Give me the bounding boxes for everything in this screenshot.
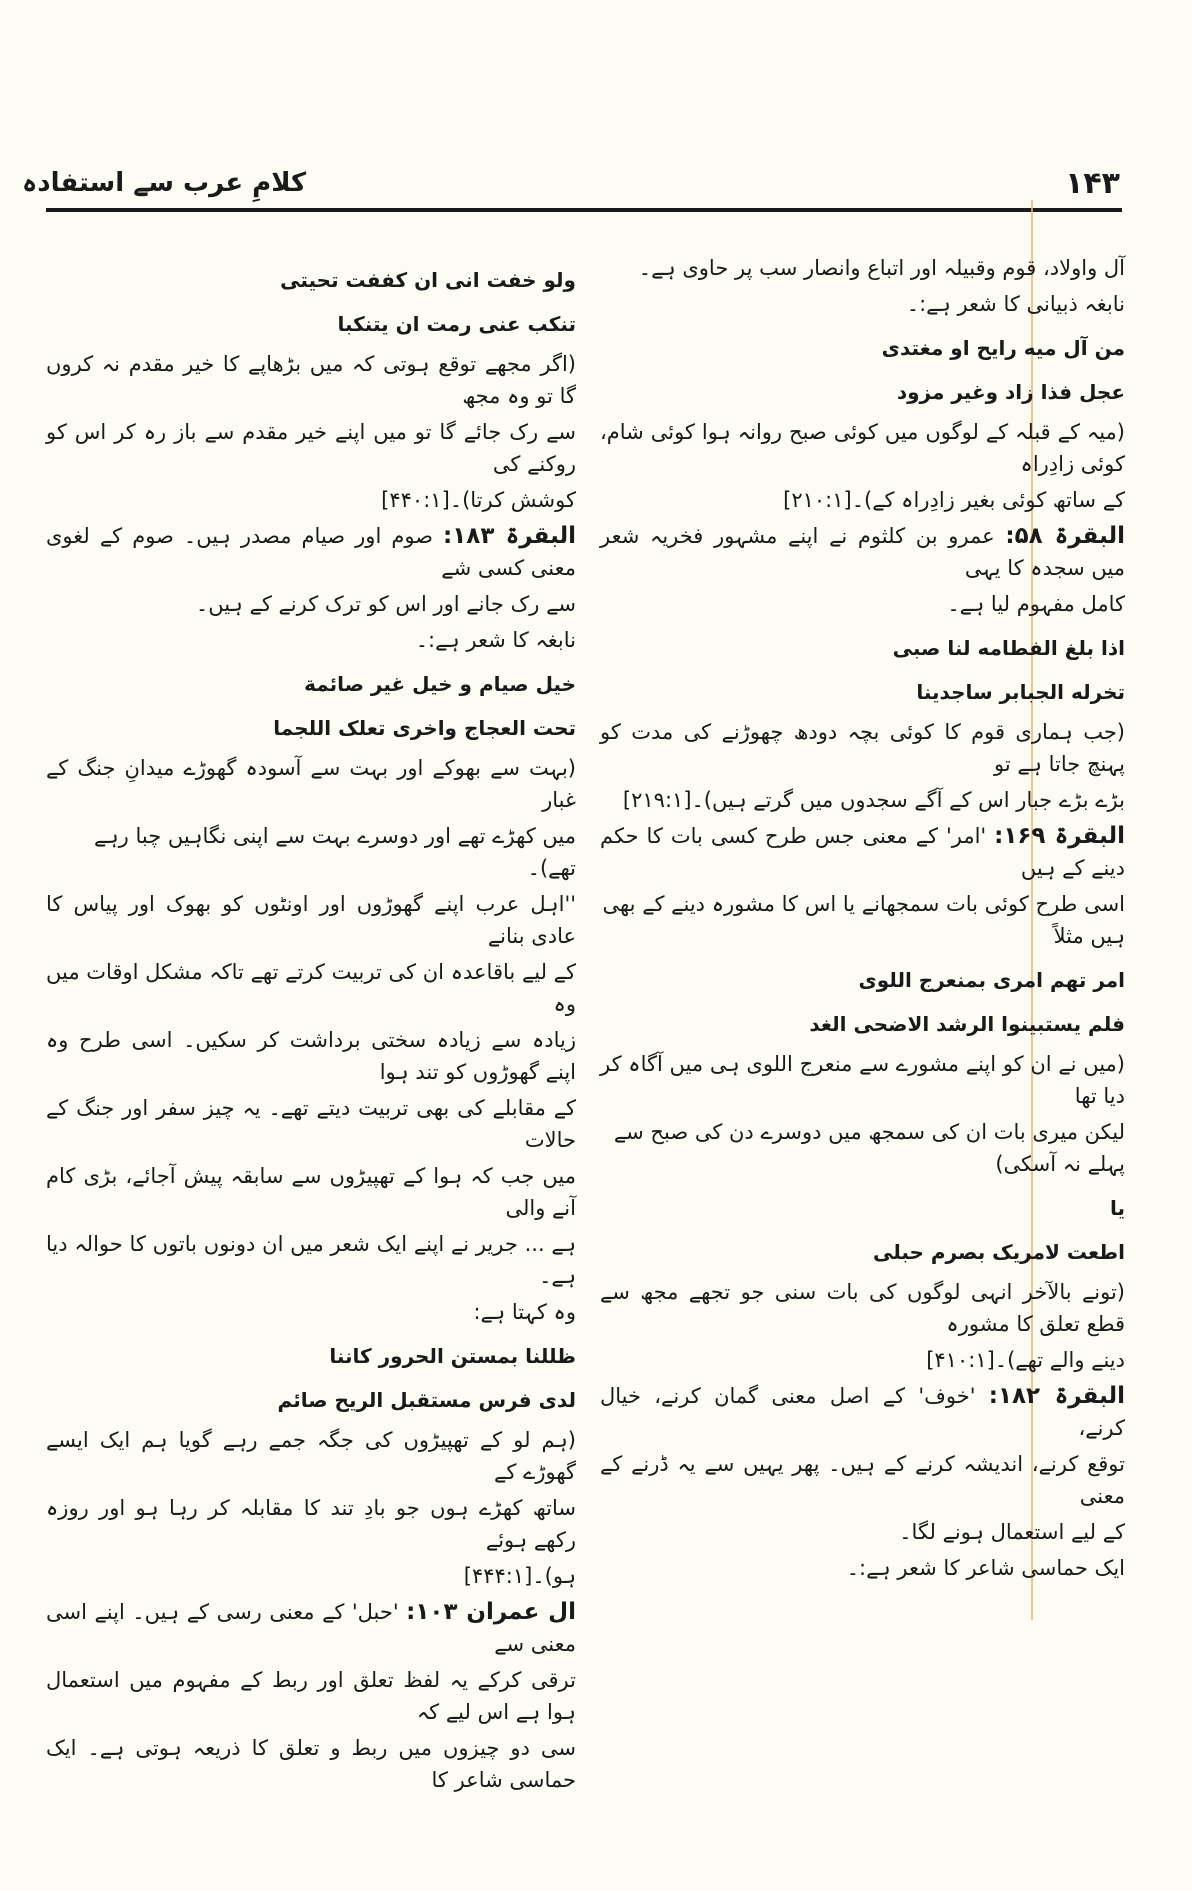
line-text: دینے والے تھے)۔[۴۱۰:۱] bbox=[926, 1348, 1125, 1372]
line-text: عمرو بن کلثوم نے اپنے مشہور فخریہ شعر میں سجدہ کا یہی bbox=[600, 524, 1125, 580]
verse-line bbox=[46, 668, 576, 700]
line-text: تنکب عنی رمت ان یتنکبا bbox=[337, 312, 576, 336]
verse-line bbox=[600, 964, 1125, 996]
running-header-title: کلامِ عرب سے استفادہ bbox=[22, 168, 307, 198]
text-line bbox=[46, 1296, 576, 1328]
text-line bbox=[600, 484, 1125, 516]
line-text: ظللنا بمستن الحرور کاننا bbox=[329, 1344, 576, 1368]
verse-line bbox=[46, 712, 576, 744]
line-text: (اگر مجھے توقع ہوتی کہ میں بڑھاپے کا خیر مقدم نہ کروں گا تو وہ مجھ bbox=[46, 352, 576, 408]
verse-line bbox=[46, 308, 576, 340]
line-text: سی دو چیزوں میں ربط و تعلق کا ذریعہ ہوتی ہے۔ ایک حماسی شاعر کا bbox=[46, 1736, 576, 1792]
text-line bbox=[600, 1344, 1125, 1376]
verse-line bbox=[46, 264, 576, 296]
text-line bbox=[600, 520, 1125, 584]
header-rule bbox=[46, 208, 1122, 212]
line-text: سے رک جائے گا تو میں اپنے خیر مقدم سے باز رہ کر اس کو روکنے کی bbox=[46, 420, 576, 476]
text-line bbox=[46, 1732, 576, 1796]
line-text: ولو خفت انی ان کففت تحیتی bbox=[280, 268, 576, 292]
verse-line bbox=[46, 1384, 576, 1416]
line-text: 'حبل' کے معنی رسی کے ہیں۔ اپنے اسی معنی سے bbox=[46, 1600, 576, 1656]
text-line bbox=[600, 288, 1125, 320]
line-text: میں کھڑے تھے اور دوسرے بہت سے اپنی نگاہیں چبا رہے تھے)۔ bbox=[94, 824, 576, 880]
line-text: ہو)۔[۴۴۴:۱] bbox=[463, 1564, 576, 1588]
line-text: کے مقابلے کی بھی تربیت دیتے تھے۔ یہ چیز سفر اور جنگ کے حالات bbox=[46, 1096, 576, 1152]
line-text: عجل فذا زاد وغیر مزود bbox=[896, 380, 1125, 404]
line-text: لیکن میری بات ان کی سمجھ میں دوسرے دن کی صبح سے پہلے نہ آسکی) bbox=[613, 1120, 1125, 1176]
line-text: ساتھ کھڑے ہوں جو بادِ تند کا مقابلہ کر رہا ہو اور روزہ رکھے ہوئے bbox=[46, 1496, 576, 1552]
line-text: آل واولاد، قوم وقبیلہ اور اتباع وانصار سب پر حاوی ہے۔ bbox=[638, 256, 1125, 280]
line-text: من آل میه رایح او مغتدی bbox=[881, 336, 1125, 360]
text-line bbox=[600, 1448, 1125, 1512]
text-line bbox=[600, 416, 1125, 480]
line-text: (بہت سے بھوکے اور بہت سے آسودہ گھوڑے میدانِ جنگ کے غبار bbox=[46, 756, 576, 812]
text-line bbox=[46, 624, 576, 656]
line-text: (ہم لو کے تھپیڑوں کی جگہ جمے رہے گویا ہم ایک ایسے گھوڑے کے bbox=[46, 1428, 576, 1484]
text-line bbox=[600, 784, 1125, 816]
text-line bbox=[600, 252, 1125, 284]
text-line bbox=[46, 1160, 576, 1224]
text-line bbox=[46, 520, 576, 584]
text-line bbox=[600, 820, 1125, 884]
verse-reference: البقرۃ ۱۶۹: bbox=[994, 823, 1126, 849]
line-text: صوم اور صیام مصدر ہیں۔ صوم کے لغوی معنی کسی شے bbox=[46, 524, 576, 580]
text-line bbox=[46, 1492, 576, 1556]
line-text: لدی فرس مستقبل الریح صائم bbox=[277, 1388, 576, 1412]
line-text: کے لیے باقاعدہ ان کی تربیت کرتے تھے تاکہ مشکل اوقات میں وہ bbox=[46, 960, 576, 1016]
text-line bbox=[46, 416, 576, 480]
text-line bbox=[600, 1516, 1125, 1548]
line-text: تخرله الجبابر ساجدینا bbox=[916, 680, 1125, 704]
line-text: (میں نے ان کو اپنے مشورے سے منعرج اللوی ہی میں آگاہ کر دیا تھا bbox=[600, 1052, 1125, 1108]
verse-line bbox=[600, 376, 1125, 408]
line-text: اسی طرح کوئی بات سمجھانے یا اس کا مشورہ دینے کے بھی ہیں مثلاً bbox=[602, 892, 1125, 948]
text-line bbox=[46, 1596, 576, 1660]
text-line bbox=[46, 888, 576, 952]
line-text: ''اہل عرب اپنے گھوڑوں اور اونٹوں کو بھوک اور پیاس کا عادی بنانے bbox=[46, 892, 576, 948]
text-line bbox=[600, 1116, 1125, 1180]
line-text: وہ کہتا ہے: bbox=[473, 1300, 576, 1324]
text-line bbox=[600, 588, 1125, 620]
text-line bbox=[46, 588, 576, 620]
line-text: کے ساتھ کوئی بغیر زادِراہ کے)۔[۲۱۰:۱] bbox=[783, 488, 1125, 512]
line-text: (میہ کے قبلہ کے لوگوں میں کوئی صبح روانہ ہوا کوئی شام، کوئی زادِراہ bbox=[600, 420, 1125, 476]
verse-reference: ال عمران ۱۰۳: bbox=[406, 1599, 576, 1625]
text-line bbox=[46, 484, 576, 516]
line-text: ایک حماسی شاعر کا شعر ہے:۔ bbox=[846, 1556, 1125, 1580]
line-text: یا bbox=[1109, 1196, 1125, 1220]
verse-line bbox=[600, 632, 1125, 664]
line-text: 'خوف' کے اصل معنی گمان کرنے، خیال کرنے، bbox=[600, 1384, 1125, 1440]
verse-reference: البقرۃ ۱۸۲: bbox=[988, 1383, 1125, 1409]
text-line bbox=[46, 820, 576, 884]
right-column bbox=[600, 252, 1125, 1588]
line-text: امر تهم امری بمنعرج اللوی bbox=[858, 968, 1125, 992]
text-line bbox=[46, 348, 576, 412]
text-line bbox=[46, 1092, 576, 1156]
line-text: نابغہ کا شعر ہے:۔ bbox=[415, 628, 576, 652]
verse-line bbox=[600, 332, 1125, 364]
text-line bbox=[46, 1560, 576, 1592]
line-text: کوشش کرتا)۔[۴۴۰:۱] bbox=[381, 488, 576, 512]
text-line bbox=[600, 1380, 1125, 1444]
line-text: توقع کرنے، اندیشہ کرنے کے ہیں۔ پھر یہیں سے یہ ڈرنے کے معنی bbox=[600, 1452, 1125, 1508]
text-line bbox=[46, 752, 576, 816]
text-line bbox=[600, 1552, 1125, 1584]
line-text: کے لیے استعمال ہونے لگا۔ bbox=[899, 1520, 1125, 1544]
text-line bbox=[46, 1664, 576, 1728]
page-number: ۱۴۳ bbox=[1065, 166, 1120, 201]
line-text: (جب ہماری قوم کا کوئی بچہ دودھ چھوڑنے کی مدت کو پہنچ جاتا ہے تو bbox=[600, 720, 1125, 776]
text-line bbox=[46, 1228, 576, 1292]
verse-reference: البقرۃ ۱۸۳: bbox=[443, 523, 576, 549]
line-text: (تونے بالآخر انہی لوگوں کی بات سنی جو تجھے مجھ سے قطع تعلق کا مشورہ bbox=[600, 1280, 1125, 1336]
line-text: کامل مفہوم لیا ہے۔ bbox=[947, 592, 1125, 616]
line-text: سے رک جانے اور اس کو ترک کرنے کے ہیں۔ bbox=[195, 592, 576, 616]
text-line bbox=[46, 956, 576, 1020]
line-text: تحت العجاج واخری تعلک اللجما bbox=[273, 716, 576, 740]
line-text: ہے ... جریر نے اپنے ایک شعر میں ان دونوں باتوں کا حوالہ دیا ہے۔ bbox=[46, 1232, 576, 1288]
line-text: 'امر' کے معنی جس طرح کسی بات کا حکم دینے کے ہیں bbox=[600, 824, 1125, 880]
line-text: اطعت لامریک بصرم حبلی bbox=[872, 1240, 1125, 1264]
verse-line bbox=[600, 1008, 1125, 1040]
line-text: خیل صیام و خیل غیر صائمة bbox=[304, 672, 576, 696]
line-text: ترقی کرکے یہ لفظ تعلق اور ربط کے مفہوم میں استعمال ہوا ہے اس لیے کہ bbox=[46, 1668, 576, 1724]
left-column bbox=[46, 252, 576, 1800]
text-line bbox=[46, 1424, 576, 1488]
line-text: فلم یستبینوا الرشد الاضحی الغد bbox=[809, 1012, 1125, 1036]
text-line bbox=[600, 888, 1125, 952]
text-line bbox=[600, 1276, 1125, 1340]
text-line bbox=[46, 1024, 576, 1088]
line-text: اذا بلغ الفطامه لنا صبی bbox=[892, 636, 1125, 660]
line-text: نابغہ ذبیانی کا شعر ہے:۔ bbox=[906, 292, 1125, 316]
text-line bbox=[600, 1048, 1125, 1112]
text-line bbox=[600, 716, 1125, 780]
verse-reference: البقرۃ ۵۸: bbox=[1005, 523, 1125, 549]
verse-line bbox=[600, 1192, 1125, 1224]
line-text: بڑے بڑے جبار اس کے آگے سجدوں میں گرتے ہیں)۔[۲۱۹:۱] bbox=[622, 788, 1125, 812]
line-text: زیادہ سے زیادہ سختی برداشت کر سکیں۔ اسی طرح وہ اپنے گھوڑوں کو تند ہوا bbox=[46, 1028, 576, 1084]
line-text: میں جب کہ ہوا کے تھپیڑوں سے سابقہ پیش آجائے، بڑی کام آنے والی bbox=[46, 1164, 576, 1220]
verse-line bbox=[600, 676, 1125, 708]
verse-line bbox=[600, 1236, 1125, 1268]
verse-line bbox=[46, 1340, 576, 1372]
